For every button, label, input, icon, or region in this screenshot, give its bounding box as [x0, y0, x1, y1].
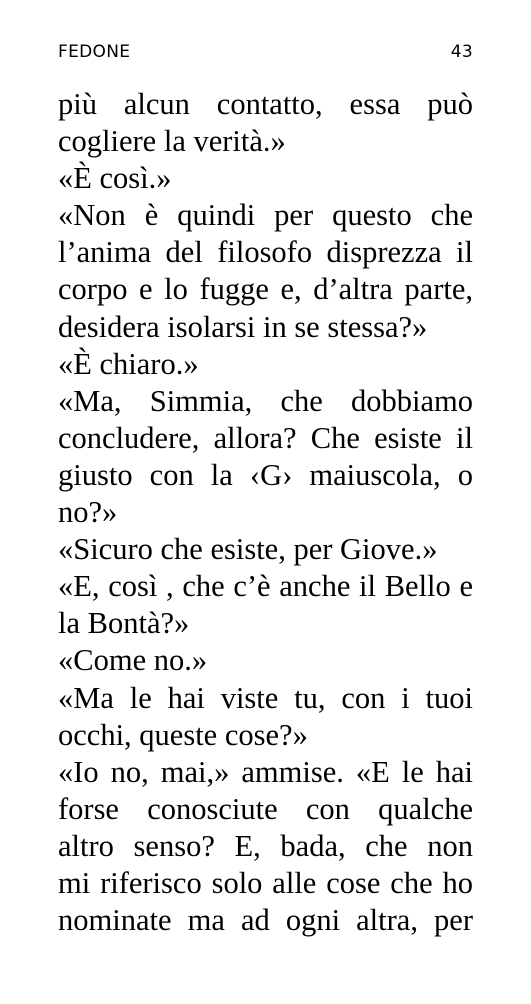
text-line: giusto con la ‹G› maiuscola, o [58, 457, 473, 492]
text-line: «È chiaro.» [58, 346, 199, 381]
text-line: cogliere la verità.» [58, 124, 286, 159]
text-line: «Come no.» [58, 643, 208, 678]
text-line: forse conosciute con qualche [58, 791, 473, 826]
text-line: «E, così , che c’è anche il Bello e [58, 569, 473, 604]
running-head [58, 42, 473, 66]
text-line: mi riferisco solo alle cose che ho [58, 865, 473, 900]
page-number: 43 [450, 42, 473, 62]
text-line: la Bontà?» [58, 606, 190, 641]
text-line: «Non è quindi per questo che [58, 198, 473, 233]
text-line: «È così.» [58, 161, 172, 196]
text-line: l’anima del filosofo disprezza il [58, 235, 473, 270]
text-line: «Sicuro che esiste, per Giove.» [58, 532, 438, 567]
text-line: «Io no, mai,» ammise. «E le hai [58, 754, 473, 789]
body-text [58, 86, 473, 939]
text-line: più alcun contatto, essa può [58, 87, 473, 121]
text-line: «Ma le hai viste tu, con i tuoi [58, 680, 473, 715]
text-line: no?» [58, 495, 118, 530]
text-line: altro senso? E, bada, che non [58, 828, 473, 863]
text-line: nominate ma ad ogni altra, per [58, 903, 473, 938]
text-line: corpo e lo fugge e, d’altra parte, [58, 272, 473, 307]
text-line: occhi, queste cose?» [58, 717, 308, 752]
book-title: FEDONE [58, 42, 131, 62]
text-line: desidera isolarsi in se stessa?» [58, 309, 428, 344]
text-line: concludere, allora? Che esiste il [58, 420, 473, 455]
text-line: «Ma, Simmia, che dobbiamo [58, 383, 473, 418]
